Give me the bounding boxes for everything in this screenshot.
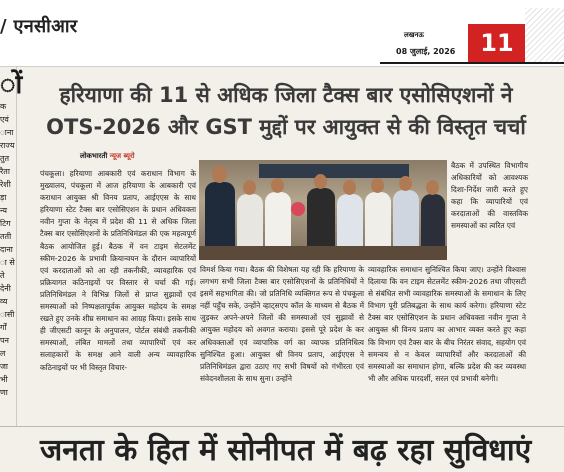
left-column-line: र्गों xyxy=(0,323,7,332)
article-column-3: व्यावहारिक समाधान सुनिश्चित किया जाए। उन्होंने विश्वास दिलाया कि वन टाइम सेटलमेंट स्कीम-2026 तथा जीएसटी से संबंधित सभी व्यावहारिक समस्याओं के समाधान के लिए विभाग पूरी प्रतिबद्धता के साथ कार्य करेगा। हरियाणा स्टेट टैक्स बार एसोसिएशन के प्रधान अधिवक्ता नवीन गुप्ता ने आयुक्त श्री विनय प्रताप का आभार व्यक्त करते हुए कहा कि विभाग एवं टैक्स बार के बीच निरंतर संवाद, सहयोग एवं समन्वय से न केवल व्यापारियों और करदाताओं की समस्याओं का समाधान होगा, बल्कि प्रदेश की कर व्यवस्था भी और अधिक पारदर्शी, सरल एवं प्रभावी बनेगी। xyxy=(368,265,526,383)
photo-person xyxy=(205,182,235,252)
photo-head xyxy=(343,180,356,195)
left-adjacent-column xyxy=(0,66,23,426)
photo-person xyxy=(237,194,263,252)
left-column-line: रेशी xyxy=(0,180,11,189)
left-column-line: एवं xyxy=(0,115,9,124)
left-column-line: तुत xyxy=(0,154,10,163)
article-headline xyxy=(41,79,531,143)
left-column-line: ा से xyxy=(0,258,15,267)
left-column-line: ड़ा xyxy=(0,193,7,202)
bouquet xyxy=(291,202,305,216)
left-column-heading: ों xyxy=(0,70,23,100)
byline-prefix: लोकभारती xyxy=(80,152,108,160)
bottom-divider xyxy=(0,426,564,427)
group-photo xyxy=(199,160,447,260)
photo-table xyxy=(199,246,447,260)
header-decoration xyxy=(525,8,564,62)
left-column-lines xyxy=(0,100,16,399)
left-column-line: णा xyxy=(0,388,8,397)
photo-banner xyxy=(259,164,409,178)
left-column-line: भी xyxy=(0,375,8,384)
byline-name: न्यूज ब्यूरो xyxy=(109,152,135,160)
left-column-line: ासी xyxy=(0,310,15,319)
left-column-line: दाना xyxy=(0,245,13,254)
left-column-line: देनी xyxy=(0,284,11,293)
article-column-3-top: बैठक में उपस्थित विभागीय अधिकारियों को आवश्यक दिशा-निर्देश जारी करते हुए कहा कि व्यापारियों एवं करदाताओं की वास्तविक समस्याओं का त्वरित एवं xyxy=(451,161,528,231)
page-number-badge: 11 xyxy=(468,24,526,62)
left-column-line: तती xyxy=(0,232,12,241)
left-column-line: व्य xyxy=(0,297,8,306)
article-column-1: पंचकूला। हरियाणा आबकारी एवं कराधान विभाग के मुख्यालय, पंचकूला में आज हरियाणा के आबकारी एवं कराधान आयुक्त श्री विनय प्रताप, आईएएस के साथ हरियाणा स्टेट टैक्स बार एसोसिएशन के प्रधान अधिवक्ता नवीन गुप्ता के नेतृत्व में प्रदेश की 11 से अधिक जिला टैक्स बार एसोसिएशनों के प्रतिनिधिमंडल की एक महत्वपूर्ण बैठक आयोजित हुई। बैठक में वन टाइम सेटलमेंट स्कीम-2026 के प्रभावी क्रियान्वयन के दौरान व्यापारियों एवं करदाताओं को आ रही तकनीकी, व्यावहारिक एवं प्रक्रियागत कठिनाइयों पर विस्तार से चर्चा की गई। प्रतिनिधिमंडल ने विभिन्न जिलों से प्राप्त सुझावों एवं समस्याओं को निष्पक्षतापूर्वक आयुक्त महोदय के समक्ष रखते हुए उनके शीघ्र समाधान का आग्रह किया। इसके साथ ही जीएसटी कानून के अनुपालन, पोर्टल संबंधी तकनीकी समस्याओं, लंबित मामलों तथा व्यापारियों एवं कर सलाहकारों के समक्ष आने वाली अन्य व्यावहारिक कठिनाइयों पर भी विस्तृत विचार- xyxy=(40,169,196,372)
left-column-line: रैता xyxy=(0,167,10,176)
header-rule xyxy=(380,62,564,64)
headline-line-1: हरियाणा की 11 से अधिक जिला टैक्स बार एसोसिएशनों ने xyxy=(59,83,513,107)
photo-person xyxy=(393,190,419,252)
left-column-line: पन xyxy=(0,336,9,345)
next-headline-text: जनता के हित में सोनीपत में बढ़ रहा सुविधाएं xyxy=(40,433,532,468)
photo-head xyxy=(243,180,256,195)
photo-head xyxy=(371,178,384,193)
photo-head xyxy=(212,166,227,183)
page-header xyxy=(0,0,564,67)
photo-person xyxy=(365,192,391,252)
photo-head xyxy=(271,178,284,193)
byline xyxy=(80,152,135,161)
date-label: 08 जुलाई, 2026 xyxy=(396,47,456,56)
photo-head xyxy=(426,180,439,195)
left-column-line: जा xyxy=(0,362,9,371)
photo-person xyxy=(307,188,335,252)
photo-person xyxy=(421,194,445,252)
photo-person xyxy=(265,192,291,252)
left-column-line: ते xyxy=(0,271,5,280)
headline-line-2: OTS-2026 और GST मुद्दों पर आयुक्त से की विस्तृत चर्चा xyxy=(46,115,526,139)
section-title: / एनसीआर xyxy=(0,16,78,37)
photo-head xyxy=(314,174,327,189)
left-column-line: न्य xyxy=(0,206,7,215)
photo-person xyxy=(337,194,363,252)
article-column-2: विमर्श किया गया। बैठक की विशेषता यह रही कि हरियाणा के लगभग सभी जिला टैक्स बार एसोसिएशनों के प्रतिनिधियों ने इसमें सहभागिता की। जो प्रतिनिधि व्यक्तिगत रूप से पंचकूला नहीं पहुँच सके, उन्होंने व्हाट्सएप कॉल के माध्यम से बैठक में जुड़कर अपने-अपने जिलों की समस्याओं एवं सुझावों से आयुक्त महोदय को अवगत कराया। इससे पूरे प्रदेश के कर अधिवक्ताओं एवं व्यापारिक वर्ग का व्यापक प्रतिनिधित्व सुनिश्चित हुआ। आयुक्त श्री विनय प्रताप, आईएएस ने प्रतिनिधिमंडल द्वारा उठाए गए सभी विषयों को गंभीरता एवं संवेदनशीलता के साथ सुना। उन्होंने xyxy=(200,265,364,383)
left-column-line: ल xyxy=(0,349,6,358)
next-article-headline xyxy=(40,430,560,468)
left-column-line: राज्य xyxy=(0,141,15,150)
left-column-line: ाना xyxy=(0,128,14,137)
city-label: लखनऊ xyxy=(404,31,424,39)
left-column-line: क xyxy=(0,102,7,111)
left-column-line: टिग xyxy=(0,219,11,228)
photo-head xyxy=(399,176,412,191)
